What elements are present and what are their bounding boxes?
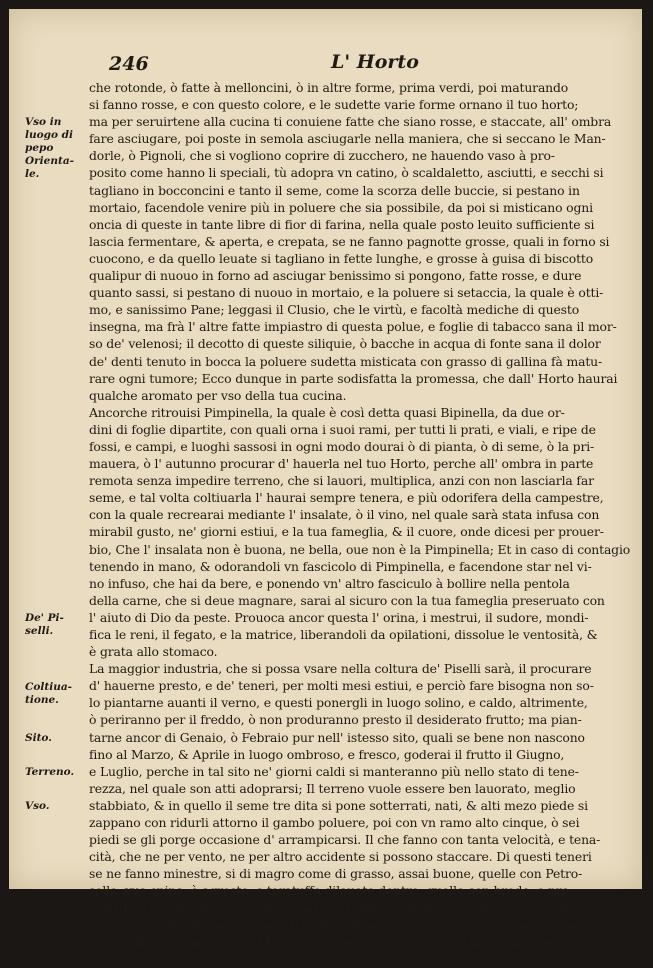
margin-note: Sito. [25, 731, 52, 744]
text-line: sciutto, ò ventresca, ò panzetta, ò salame bollito, si ligano con ouo, ouero se li [89, 900, 569, 916]
text-line: tagliano in bocconcini e tanto il seme, come la scorza delle buccie, si pestano in [89, 182, 580, 198]
text-line: fica le reni, il fegato, e la matrice, liberandoli da opilationi, dissolue le ventosità, & [89, 627, 598, 642]
text-line: fossi, e campi, e luoghi sassosi in ogni modo dourai ò di pianta, ò di seme, ò la pri- [89, 438, 595, 454]
text-line: lo piantarne auanti il verno, e questi ponergli in luogo solino, e caldo, altrimente, [89, 695, 588, 711]
page-number: 246 [109, 53, 149, 75]
text-line: seme, e tal volta coltiuarla l' haurai sempre tenera, e più odorifera della campestre, [89, 490, 604, 506]
text-line: è grata allo stomaco. [89, 644, 218, 660]
text-line: rare ogni tumore; Ecco dunque in parte sodisfatta la promessa, che dall' Horto haurai [89, 370, 618, 386]
text-line: della carne, che si deue magnare, sarai al sicuro con la tua fameglia preseruato con [89, 592, 605, 608]
text-line: stabbiato, & in quello il seme tre dita si pone sotterrati, nati, & alti mezo piede si [89, 797, 588, 813]
text-line: rezza, nel quale son atti adoprarsi; Il terreno vuole essere ben lauorato, meglio [89, 780, 576, 796]
text-line: piedi se gli porge occasione d' arrampicarsi. Il che fanno con tanta velocità, e tena- [89, 832, 601, 848]
margin-note: Vso in luogo di pepo Orienta- le. [25, 116, 74, 181]
text-line: mortaio, facendole venire più in poluere che sia possibile, da poi si misticano ogni [89, 199, 593, 215]
text-line: tenendo in mano, & odorandoli vn fascicolo di Pimpinella, e facendone star nel vi- [89, 558, 592, 574]
text-line: insegna, ma frà l' altre fatte impiastro di questa polue, e foglie di tabacco sana il mor- [89, 319, 617, 335]
text-line: e Luglio, perche in tal sito ne' giorni caldi si manteranno più nello stato di tene- [89, 763, 579, 779]
margin-note: De' Pi- selli. [25, 612, 64, 638]
text-line: pone stracciato; In vno de' sudetti modi cotti se ne cuopre ancora respettiuamente [89, 917, 598, 933]
text-line: bio, Che l' insalata non è buona, ne bella, oue non è la Pimpinella; Et in caso di contagio [89, 541, 631, 557]
text-line: no infuso, che hai da bere, e ponendo vn' altro fasciculo à bollire nella pentola [89, 575, 570, 591]
text-line: mirabil gusto, ne' giorni estiui, e la tua fameglia, & il cuore, onde dicesi per prouer- [89, 524, 604, 540]
text-line: remota senza impedire terreno, che si lauori, multiplica, anzi con non lasciarla far [89, 473, 594, 489]
text-line: dini di foglie dipartite, con quali orna i suoi rami, per tutti li prati, e viali, e ripe de [89, 421, 596, 437]
body-text [89, 79, 634, 968]
text-line: ma per seruirtene alla cucina ti conuiene fatte che siano rosse, e staccate, all' ombra [89, 114, 612, 130]
text-line: La maggior industria, che si possa vsare nella coltura de' Piselli sarà, il procurare [89, 661, 592, 677]
text-line: lascia fermentare, & aperta, e crepata, se ne fanno pagnotte grosse, quali in forno si [89, 233, 610, 249]
text-line: si fanno rosse, e con questo colore, e le sudette varie forme ornano il tuo horto; [89, 97, 579, 113]
text-line: se ne fanno minestre, si di magro come di grasso, assai buone, quelle con Petro- [89, 866, 583, 882]
text-line: zappano con ridurli attorno il gambo poluere, poi con vn ramo alto cinque, ò sei [89, 815, 580, 831]
text-line: mauera, ò l' autunno procurar d' hauerla nel tuo Horto, perche all' ombra in parte [89, 456, 594, 472]
text-line: con la quale recrearai mediante l' insalate, ò il vino, nel quale sarà stata infusa con [89, 507, 600, 523]
text-line: dorle, ò Pignoli, che si vogliono coprire di zucchero, ne hauendo vaso à pro- [89, 148, 555, 164]
text-line: qualche aromato per vso della tua cucina. [89, 387, 347, 403]
text-line: quanto sassi, si pestano di nuouo in mortaio, e la poluere si setaccia, la quale è otti- [89, 285, 604, 301]
text-line: cità, che ne per vento, ne per altro accidente si possono staccare. Di questi teneri [89, 849, 592, 865]
text-line: l' aiuto di Dio da peste. Prouoca ancor questa l' orina, i mestrui, il sudore, mondi- [89, 609, 589, 625]
text-line: fare asciugare, poi poste in semola asciugarle nella maniera, che si seccano le Man- [89, 131, 606, 147]
text-line: cuocono, e da quello leuate si tagliano in fette lunghe, e grosse à guisa di biscotto [89, 250, 594, 266]
book-page [9, 9, 642, 967]
margin-note: Vso. [25, 800, 50, 813]
text-line: ogni pollo, massimamente il Piccione, & ogni pesce, massime la Raina, questi [89, 934, 566, 950]
running-head: L' Horto [331, 51, 419, 73]
text-line: mo, e sanissimo Pane; leggasi il Clusio, che le virtù, e facoltà mediche di questo [89, 302, 580, 318]
text-line: posito come hanno li speciali, tù adopra vn catino, ò scaldaletto, asciutti, e secchi si [89, 165, 604, 181]
text-line: so de' velenosi; il decotto di queste siliquie, ò bacche in acqua di fonte sana il dolor [89, 336, 601, 352]
text-line: sello, vua spina, ò agreste, e taratuffo dilauato dentro, quelle con brodo, e pre- [89, 883, 573, 899]
text-line: oncia di queste in tante libre di fior di farina, nella quale posto leuito sufficiente si [89, 216, 595, 232]
text-line: che rotonde, ò fatte à melloncini, ò in altre forme, prima verdi, poi maturando [89, 80, 569, 95]
text-line: fino al Marzo, & Aprile in luogo ombroso, e fresco, goderai il frutto il Giugno, [89, 746, 565, 762]
text-line: Ancorche ritrouisi Pimpinella, la quale è così detta quasi Bipinella, da due or- [89, 404, 565, 420]
margin-note: Coltiua- tione. [25, 680, 72, 706]
text-line: tarne ancor di Genaio, ò Febraio pur nell' istesso sito, quali se bene non nascono [89, 729, 585, 745]
text-line: tene- [594, 951, 626, 967]
text-line: d' hauerne presto, e de' teneri, per molti mesi estiui, e perciò fare bisogna non so- [89, 678, 594, 694]
text-line: ò periranno per il freddo, ò non produranno presto il desiderato frutto; ma pian- [89, 712, 582, 728]
text-line: qualipur di nuouo in forno ad asciugar benissimo si pongono, fatte rosse, e dure [89, 268, 582, 284]
text-line: de' denti tenuto in bocca la poluere sudetta misticata con grasso di gallina fà matu- [89, 353, 603, 369]
margin-note: Terreno. [25, 766, 75, 778]
